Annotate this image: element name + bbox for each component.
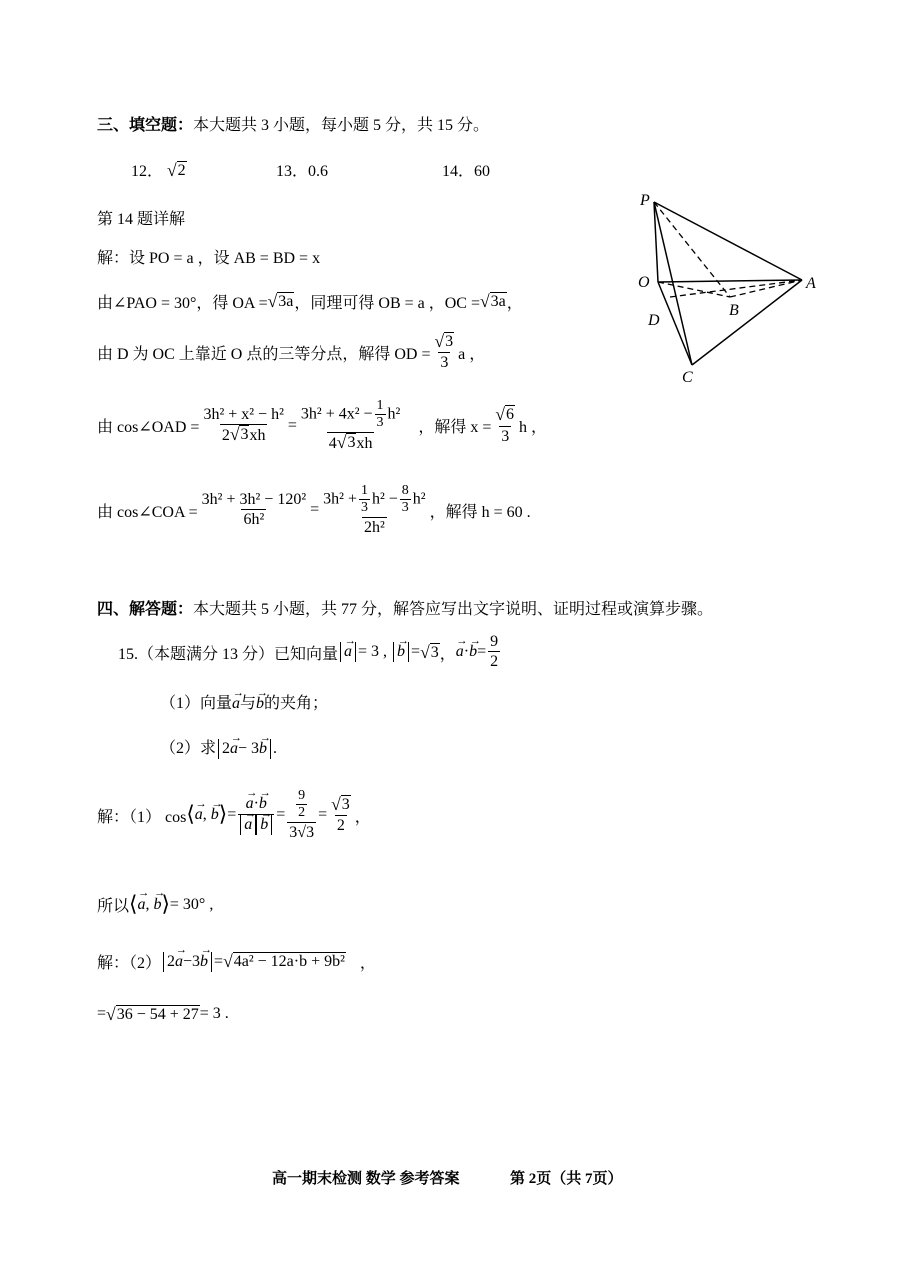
fraction: √ 6 3 xyxy=(495,404,515,445)
answer-13 xyxy=(276,158,328,181)
edge-PA xyxy=(654,202,802,280)
q14-line5: 由 cos∠COA = $\frac{\text{3h² + 3h² − 120²}}{\text{6h²}}$ = 3h² + $\frac{1}{3}$ h² − $\frac{8}{3}$ h² 2h² ，解得 h = 60 . xyxy=(97,483,531,536)
q15-solution2-line2: = √ 36 − 54 + 27 = 3 . xyxy=(97,1004,229,1024)
section4-desc: 本大题共 5 小题，共 77 分，解答应写出文字说明、证明过程或演算步骤。 xyxy=(193,601,714,618)
label-O: O xyxy=(638,274,650,291)
label-A: A xyxy=(806,275,816,292)
q14-line2: 由∠PAO = 30°，得 OA = √ 3a ，同理可得 OB = a ，OC = √ 3a ， xyxy=(97,291,523,312)
fraction: 3h² + x² − h² 2 √ 3 xh xyxy=(203,405,284,445)
footer-left: 高一期末检测 数学 参考答案 xyxy=(272,1171,460,1187)
q14-heading: 第 14 题详解 xyxy=(97,211,186,228)
pyramid-figure xyxy=(630,185,830,385)
answer-value: 0.6 xyxy=(308,163,329,180)
section3-title: 三、填空题： xyxy=(97,117,194,134)
fraction: $\frac{\frac{9}{2}}{3√3}$ xyxy=(289,788,315,841)
answer-number: 12． xyxy=(131,163,164,180)
q15-solution1-line2: 所以 ⟨ → a , → b ⟩ = 30° , xyxy=(97,893,213,916)
q15-part1: （1）向量→ a与→ b的夹角； xyxy=(160,690,328,713)
section4-title: 四、解答题： xyxy=(97,601,194,618)
q15-solution1: 解：（1） cos ⟨ → a , → b ⟩ = → a·→ b → a→ b = $\frac{\frac{9}{2}}{3√3}$ = √ 3 2 ， xyxy=(97,788,371,842)
q15-solution2: 解：（2） 2→ a−3→ b = √ 4a² − 12a·b + 9b² ， xyxy=(97,950,376,973)
fraction: $\frac{\text{3h² + 3h² − 120²}}{\text{6h²}}$ xyxy=(201,490,307,529)
q14-line1: 解：设 PO = a ，设 AB = BD = x xyxy=(97,250,321,267)
label-P: P xyxy=(640,192,650,209)
q15-part2: （2）求 2→ a− 3→ b . xyxy=(160,735,277,759)
label-D: D xyxy=(648,312,660,329)
edge-OA xyxy=(658,280,802,282)
q15-statement: 15.（本题满分 13 分）已知向量 → a = 3 , → b = √ 3 ， → a · → b = $\frac{9}{2}$ xyxy=(118,633,502,672)
label-C: C xyxy=(682,369,693,385)
fraction: 3h² + 4x² − $\frac{1}{3}$ h² 4 √ 3 xh xyxy=(300,398,401,452)
fraction: $\frac{9}{2}$ xyxy=(490,633,499,671)
answer-14 xyxy=(442,158,490,181)
fraction: → a·→ b → a→ b xyxy=(238,795,274,834)
q14-line3: 由 D 为 OC 上靠近 O 点的三等分点，解得 OD = √ 3 3 a ， xyxy=(97,331,486,372)
fraction: 3h² + $\frac{1}{3}$ h² − $\frac{8}{3}$ h² 2h² xyxy=(323,483,426,536)
section3-heading xyxy=(97,112,489,135)
answer-number: 14． xyxy=(442,163,475,180)
fraction: √ 3 3 xyxy=(434,331,454,372)
q14-line4: 由 cos∠OAD = 3h² + x² − h² 2 √ 3 xh = 3h² + 4x² − $\frac{1}{3}$ h² 4 √ 3 xh ，解得 x = √ 6 3 h ， xyxy=(97,398,548,452)
fraction: √ 3 2 xyxy=(331,793,350,835)
answer-number: 13． xyxy=(276,163,309,180)
section4-heading xyxy=(97,596,713,619)
answer-sqrt: √ 2 xyxy=(167,160,186,180)
label-B: B xyxy=(729,302,739,319)
answer-value: 60 xyxy=(474,163,491,180)
footer-page: 第 2页（共 7页） xyxy=(510,1171,623,1187)
section3-desc: 本大题共 3 小题，每小题 5 分，共 15 分。 xyxy=(193,117,490,134)
answer-12 xyxy=(131,158,187,181)
